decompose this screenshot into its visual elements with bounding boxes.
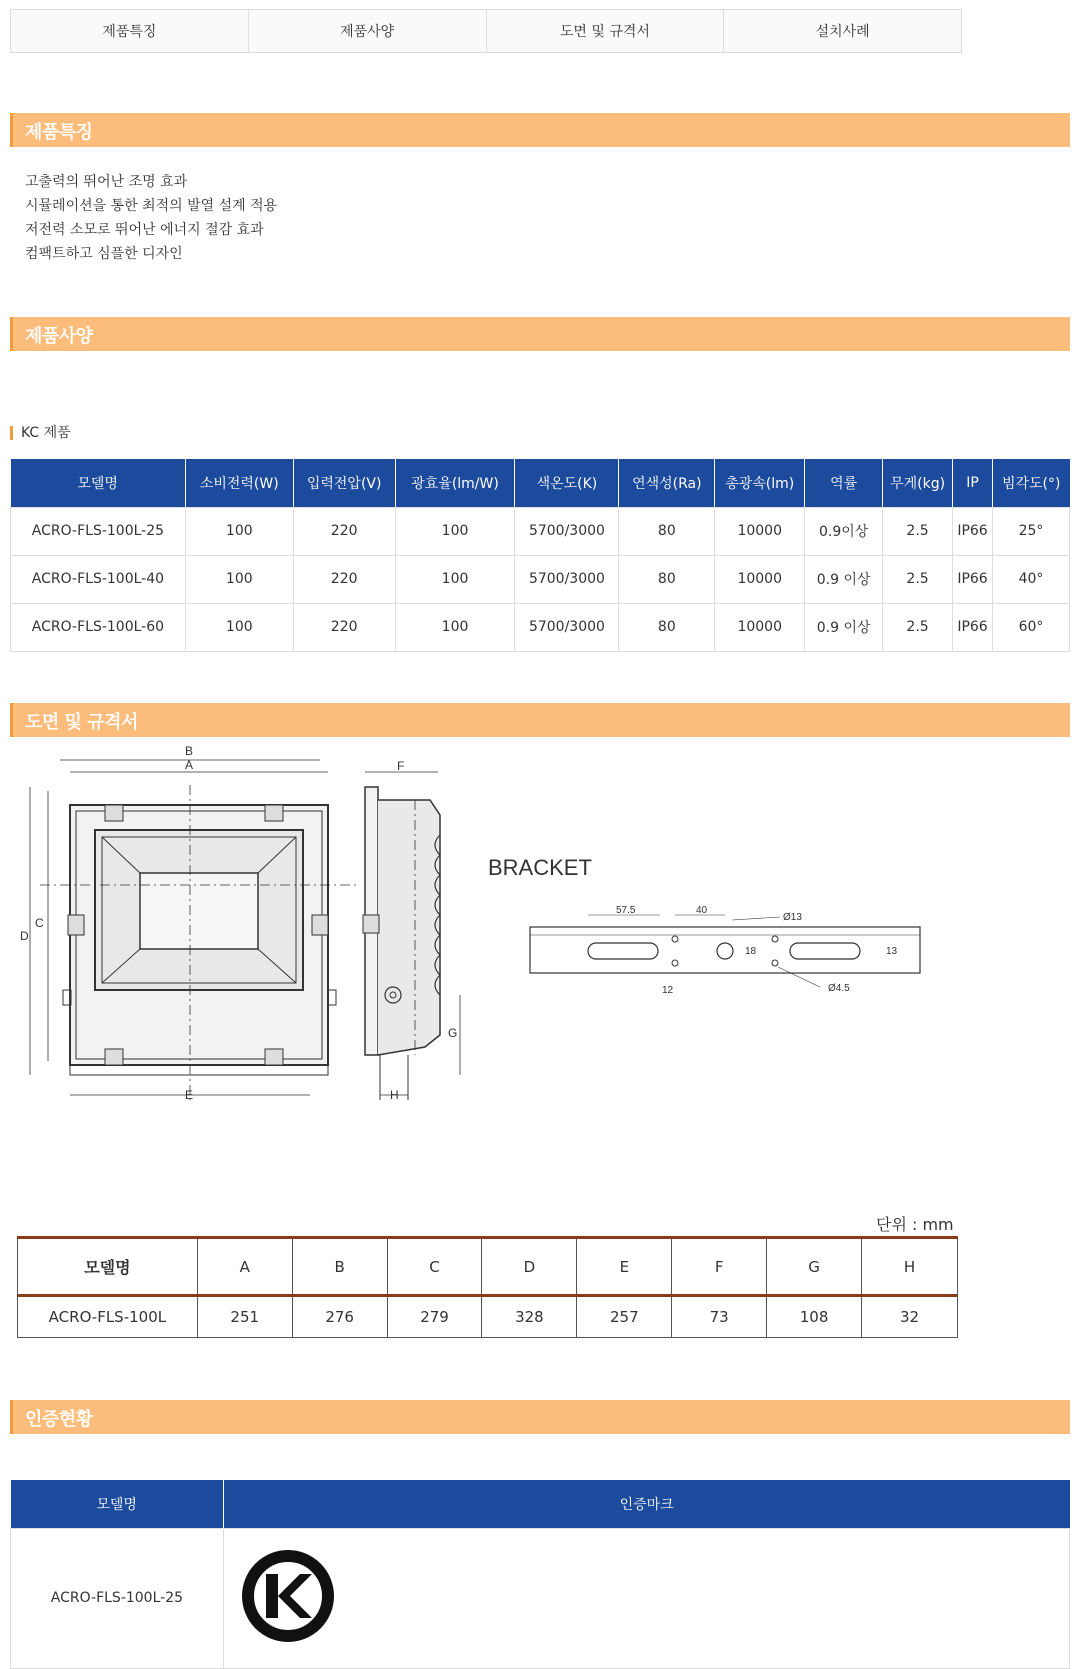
spec-cell: 100: [395, 507, 515, 555]
spec-cell: 60°: [992, 603, 1069, 651]
dim-cell: 108: [767, 1296, 862, 1338]
product-tabs: [10, 9, 962, 53]
spec-cell: ACRO-FLS-100L-25: [11, 507, 186, 555]
dim-cell: 73: [672, 1296, 767, 1338]
dim-cell: 32: [862, 1296, 958, 1338]
bracket-dim-18: 18: [745, 946, 757, 957]
dim-label-f: F: [397, 759, 405, 773]
spec-row: [11, 603, 1070, 651]
spec-cell: 10000: [715, 555, 805, 603]
dim-header-cell: C: [387, 1238, 482, 1296]
spec-cell: 5700/3000: [515, 507, 619, 555]
spec-cell: ACRO-FLS-100L-40: [11, 555, 186, 603]
dim-header-cell: D: [482, 1238, 577, 1296]
cert-model-cell: ACRO-FLS-100L-25: [11, 1528, 224, 1668]
bracket-dim-13: 13: [886, 946, 898, 957]
spec-header-cell: 역률: [805, 459, 883, 507]
dim-cell: 257: [577, 1296, 672, 1338]
spec-row: [11, 507, 1070, 555]
spec-header-cell: 빔각도(°): [992, 459, 1069, 507]
spec-cell: 220: [293, 555, 395, 603]
spec-header-cell: 무게(kg): [883, 459, 953, 507]
spec-cell: 25°: [992, 507, 1069, 555]
spec-cell: IP66: [953, 603, 993, 651]
tab-installation[interactable]: 설치사례: [724, 10, 961, 52]
bracket-dim-57: 57.5: [616, 905, 636, 916]
dim-cell: 276: [292, 1296, 387, 1338]
dim-row: [18, 1296, 958, 1338]
spec-cell: 100: [395, 555, 515, 603]
spec-header-cell: IP: [953, 459, 993, 507]
dim-label-a: A: [185, 758, 194, 772]
dim-header-cell: A: [197, 1238, 292, 1296]
spec-header-cell: 입력전압(V): [293, 459, 395, 507]
dim-cell: 328: [482, 1296, 577, 1338]
cert-mark-cell: [223, 1528, 1069, 1668]
bracket-title: BRACKET: [488, 855, 592, 880]
spec-cell: 80: [619, 603, 715, 651]
spec-row: [11, 555, 1070, 603]
bracket-dim-d13: Ø13: [783, 912, 802, 923]
bracket-dim-d45: Ø4.5: [828, 983, 850, 994]
dim-cell: 279: [387, 1296, 482, 1338]
spec-cell: 100: [185, 507, 293, 555]
spec-cell: 2.5: [883, 603, 953, 651]
dim-label-g: G: [448, 1026, 458, 1040]
section-title: 인증현황: [25, 1409, 93, 1430]
feature-item: 고출력의 뛰어난 조명 효과: [25, 174, 188, 190]
spec-cell: 0.9 이상: [805, 603, 883, 651]
front-view: [30, 760, 360, 1100]
spec-cell: 100: [395, 603, 515, 651]
feature-item: 컴팩트하고 심플한 디자인: [25, 246, 183, 262]
spec-cell: 5700/3000: [515, 555, 619, 603]
spec-cell: IP66: [953, 555, 993, 603]
tab-features[interactable]: 제품특징: [11, 10, 249, 52]
spec-header-cell: 연색성(Ra): [619, 459, 715, 507]
bracket-dim-12: 12: [662, 985, 674, 996]
spec-header-cell: 소비전력(W): [185, 459, 293, 507]
spec-cell: 10000: [715, 603, 805, 651]
dim-header-cell: F: [672, 1238, 767, 1296]
dim-label-e: E: [185, 1088, 194, 1102]
dim-header-cell: 모델명: [18, 1238, 198, 1296]
tab-drawing[interactable]: 도면 및 규격서: [487, 10, 725, 52]
dim-header-cell: E: [577, 1238, 672, 1296]
spec-cell: 80: [619, 555, 715, 603]
dim-header-cell: H: [862, 1238, 958, 1296]
spec-cell: 100: [185, 555, 293, 603]
spec-table: [10, 459, 1070, 652]
dim-header-cell: B: [292, 1238, 387, 1296]
kc-mark-icon: [238, 1546, 338, 1646]
dim-label-c: C: [35, 916, 44, 930]
dim-cell: ACRO-FLS-100L: [18, 1296, 198, 1338]
spec-cell: 220: [293, 507, 395, 555]
bracket-view: [530, 915, 920, 987]
dim-cell: 251: [197, 1296, 292, 1338]
section-title: 제품특징: [25, 122, 93, 143]
spec-header-cell: 광효율(lm/W): [395, 459, 515, 507]
section-title: 도면 및 규격서: [25, 712, 138, 733]
section-title: 제품사양: [25, 326, 93, 347]
spec-cell: 40°: [992, 555, 1069, 603]
dim-header-cell: G: [767, 1238, 862, 1296]
spec-cell: ACRO-FLS-100L-60: [11, 603, 186, 651]
spec-cell: 0.9 이상: [805, 555, 883, 603]
cert-header-mark: 인증마크: [223, 1480, 1069, 1528]
dim-label-h: H: [390, 1088, 399, 1102]
spec-cell: 0.9이상: [805, 507, 883, 555]
section-specs: [10, 317, 1070, 351]
feature-item: 저전력 소모로 뛰어난 에너지 절감 효과: [25, 222, 264, 238]
spec-cell: 10000: [715, 507, 805, 555]
section-features: [10, 113, 1070, 147]
spec-cell: 80: [619, 507, 715, 555]
dim-label-b: B: [185, 744, 194, 758]
spec-header-cell: 색온도(K): [515, 459, 619, 507]
section-cert: [10, 1400, 1070, 1434]
feature-list: [25, 170, 277, 266]
side-view: [363, 772, 460, 1100]
dimension-table: [17, 1236, 958, 1338]
spec-cell: 5700/3000: [515, 603, 619, 651]
spec-header-cell: 총광속(lm): [715, 459, 805, 507]
spec-cell: 220: [293, 603, 395, 651]
feature-item: 시뮬레이션을 통한 최적의 발열 설계 적용: [25, 198, 278, 214]
technical-drawing: [20, 744, 940, 1135]
spec-header-cell: 모델명: [11, 459, 186, 507]
tab-specs[interactable]: 제품사양: [249, 10, 487, 52]
bracket-dim-40: 40: [696, 905, 708, 916]
cert-header-model: 모델명: [11, 1480, 224, 1528]
spec-cell: 100: [185, 603, 293, 651]
section-drawing: [10, 703, 1070, 737]
dim-label-d: D: [20, 929, 29, 943]
unit-label: 단위 : mm: [876, 1215, 954, 1234]
spec-cell: 2.5: [883, 507, 953, 555]
cert-table: [10, 1480, 1070, 1669]
spec-cell: 2.5: [883, 555, 953, 603]
kc-product-label: KC 제품: [10, 426, 71, 440]
spec-cell: IP66: [953, 507, 993, 555]
